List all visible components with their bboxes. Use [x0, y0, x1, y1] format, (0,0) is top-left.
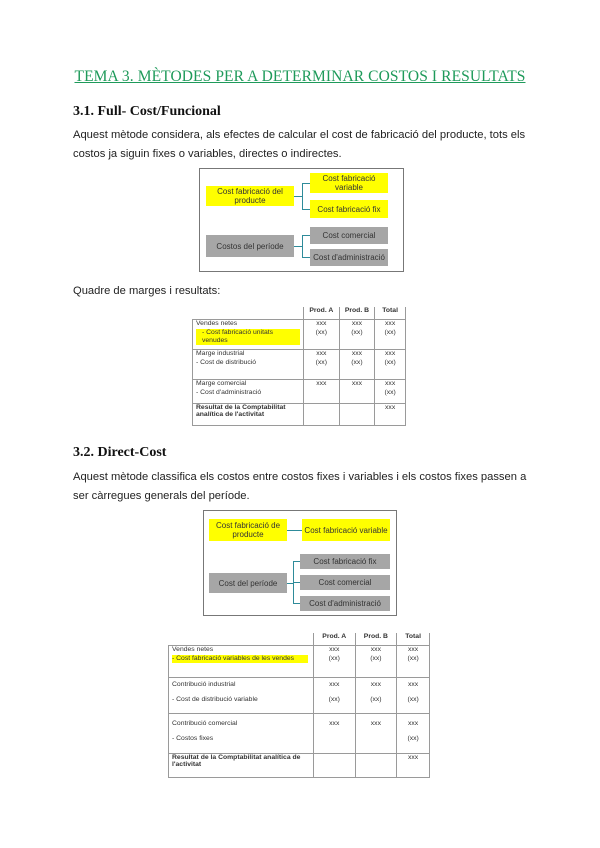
connector-line [294, 196, 302, 197]
cell-value: xxx [316, 319, 327, 327]
row-label: Vendes netes [196, 319, 238, 327]
direct-cost-diagram [203, 510, 397, 616]
connector-line [293, 561, 300, 562]
cell-value: (xx) [370, 654, 382, 662]
row-label-result: Resultat de la Comptabilitat analítica de l'activitat [193, 403, 304, 425]
cell-value: xxx [329, 645, 340, 653]
cell-value: (xx) [351, 358, 363, 366]
cell-value: xxx [329, 719, 340, 727]
connector-line [302, 183, 310, 184]
table-row [169, 677, 430, 713]
cell-value: (xx) [328, 654, 340, 662]
section-paragraph-full-cost: Aquest mètode considera, als efectes de calcular el cost de fabricació del producte, tots els costos ja siguin fixes o variables, directes o indirectes. [73, 129, 526, 160]
cell-value: (xx) [407, 654, 419, 662]
row-label-highlighted: - Cost fabricació variables de les vendes [172, 655, 308, 663]
cell-value: (xx) [370, 695, 382, 703]
diagram-box-cost-fabricacio-producte: Cost fabricació del producte [206, 186, 294, 206]
cell-value: xxx [397, 753, 430, 777]
connector-line [294, 246, 302, 247]
cell-value: xxx [385, 379, 396, 387]
table-header-blank [169, 633, 314, 645]
table-row [169, 753, 430, 777]
row-label: Contribució comercial [172, 719, 238, 727]
table-row [193, 349, 406, 379]
cell-value: (xx) [384, 358, 396, 366]
cell-value: xxx [370, 719, 381, 727]
cell-value: xxx [351, 379, 363, 387]
full-cost-diagram [199, 168, 404, 272]
margins-table-direct-cost [168, 633, 430, 778]
cell-value: xxx [385, 349, 396, 357]
connector-line [287, 530, 302, 531]
row-label-result: Resultat de la Comptabilitat analítica de l'activitat [169, 753, 314, 777]
connector-line [293, 603, 300, 604]
row-group [193, 319, 304, 349]
table-caption: Quadre de marges i resultats: [73, 285, 221, 297]
diagram-box-cost-fabricacio-fix: Cost fabricació fix [310, 200, 388, 218]
margins-table-full-cost [192, 307, 406, 426]
cell-value: (xx) [384, 328, 396, 336]
table-header: Prod. B [339, 307, 375, 319]
row-label: Vendes netes [172, 645, 214, 653]
cell-value: xxx [370, 645, 381, 653]
cell-value: (xx) [328, 695, 340, 703]
table-row [169, 645, 430, 677]
cell-value: xxx [351, 349, 363, 357]
cell-value: xxx [408, 645, 419, 653]
cell-value: (xx) [315, 358, 327, 366]
cell-value: xxx [316, 349, 327, 357]
table-header-blank [193, 307, 304, 319]
table-header: Prod. B [355, 633, 397, 645]
cell-value: xxx [385, 319, 396, 327]
cell-value: xxx [375, 403, 406, 425]
connector-line [302, 257, 310, 258]
cell-value: xxx [351, 319, 363, 327]
cell-value: xxx [408, 680, 419, 688]
row-label: Marge comercial [196, 379, 247, 387]
table-header: Total [397, 633, 430, 645]
diagram-box-cost-fabricacio-variable: Cost fabricació variable [302, 519, 390, 541]
connector-line [302, 235, 303, 258]
section-heading-direct-cost: 3.2. Direct-Cost [73, 445, 167, 460]
row-label: Marge industrial [196, 349, 245, 357]
table-row [169, 713, 430, 753]
table-row [193, 403, 406, 425]
connector-line [302, 183, 303, 209]
row-label: - Cost d'administració [196, 388, 262, 396]
diagram-box-cost-administracio: Cost d'administració [300, 596, 390, 611]
connector-line [302, 209, 310, 210]
diagram-box-cost-comercial: Cost comercial [310, 227, 388, 244]
row-label: - Costos fixes [172, 734, 214, 742]
table-header: Total [375, 307, 406, 319]
diagram-box-cost-fabricacio-fix: Cost fabricació fix [300, 554, 390, 569]
row-label: - Cost de distribució variable [172, 695, 258, 703]
cell-value: xxx [329, 680, 340, 688]
table-header: Prod. A [304, 307, 340, 319]
table-row [193, 379, 406, 403]
section-paragraph-direct-cost: Aquest mètode classifica els costos entre costos fixes i variables i els costos fixes passen a ser càrregues generals del període. [73, 471, 527, 502]
page-title: TEMA 3. MÈTODES PER A DETERMINAR COSTOS I RESULTATS [74, 68, 526, 85]
row-label-highlighted: - Cost fabricació unitats venudes [196, 329, 300, 345]
cell-value: xxx [316, 379, 327, 387]
cell-value: (xx) [315, 328, 327, 336]
cell-value: (xx) [407, 734, 419, 742]
row-label: - Cost de distribució [196, 358, 257, 366]
cell-value: xxx [370, 680, 381, 688]
row-label: Contribució industrial [172, 680, 236, 688]
connector-line [293, 582, 300, 583]
table-header: Prod. A [313, 633, 355, 645]
table-row [193, 319, 406, 349]
connector-line [302, 235, 310, 236]
diagram-box-cost-fabricacio-producte: Cost fabricació de producte [209, 519, 287, 541]
cell-value: (xx) [407, 695, 419, 703]
diagram-box-cost-administracio: Cost d'administració [310, 249, 388, 266]
diagram-box-cost-fabricacio-variable: Cost fabricació variable [310, 173, 388, 193]
cell-value: xxx [408, 719, 419, 727]
diagram-box-costos-periode: Costos del període [206, 235, 294, 257]
cell-value: (xx) [384, 388, 396, 396]
diagram-box-cost-periode: Cost del període [209, 573, 287, 593]
section-heading-full-cost: 3.1. Full- Cost/Funcional [73, 104, 221, 119]
cell-value: (xx) [351, 328, 363, 336]
diagram-box-cost-comercial: Cost comercial [300, 575, 390, 590]
